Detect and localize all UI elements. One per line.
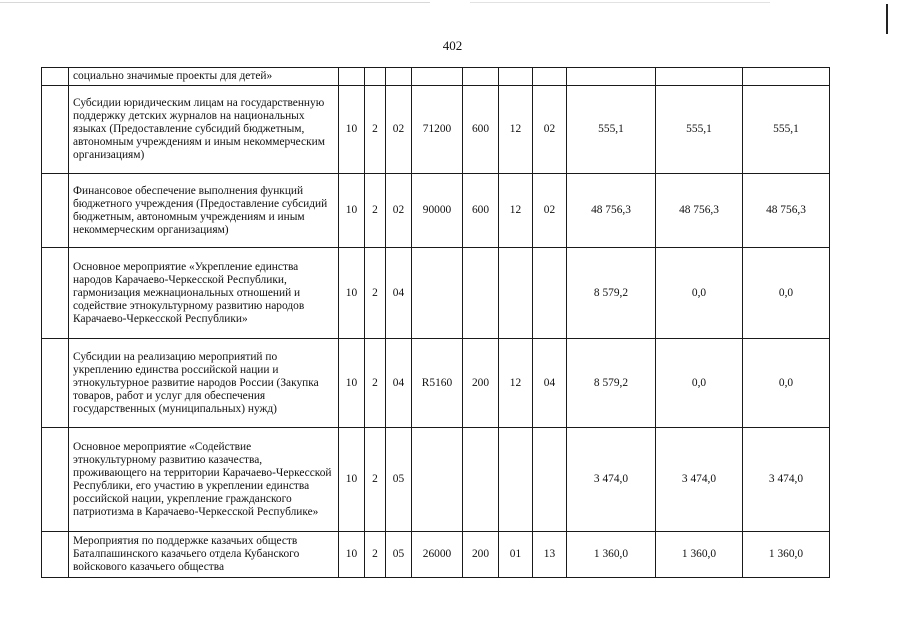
amount-year-2: 48 756,3 xyxy=(656,174,743,248)
amount-year-3 xyxy=(743,68,830,86)
amount-year-2: 3 474,0 xyxy=(656,428,743,532)
code-target: 26000 xyxy=(412,532,463,578)
scan-line xyxy=(470,2,770,3)
amount-year-2: 0,0 xyxy=(656,339,743,428)
budget-table xyxy=(41,67,830,578)
table-body xyxy=(42,68,830,578)
code-target xyxy=(412,68,463,86)
amount-year-1 xyxy=(567,68,656,86)
row-index-cell xyxy=(42,339,69,428)
row-index-cell xyxy=(42,428,69,532)
code-subsection: 2 xyxy=(365,428,386,532)
code-section: 10 xyxy=(339,532,365,578)
code-target: R5160 xyxy=(412,339,463,428)
code-subsection: 2 xyxy=(365,174,386,248)
amount-year-2: 1 360,0 xyxy=(656,532,743,578)
code-target: 90000 xyxy=(412,174,463,248)
page-number: 402 xyxy=(442,38,463,53)
code-subchapter xyxy=(533,248,567,339)
code-chapter: 12 xyxy=(499,86,533,174)
item-name: Мероприятия по поддержке казачьих обществ Баталпашинского казачьего отдела Кубанского войскового казачьего общества xyxy=(69,532,339,578)
code-program: 04 xyxy=(386,339,412,428)
code-chapter: 12 xyxy=(499,174,533,248)
amount-year-3: 3 474,0 xyxy=(743,428,830,532)
amount-year-1: 8 579,2 xyxy=(567,339,656,428)
code-section: 10 xyxy=(339,248,365,339)
code-subchapter xyxy=(533,68,567,86)
item-name: Субсидии на реализацию мероприятий по укреплению единства российской нации и этнокультурное развитие народов России (Закупка товаров, работ и услуг для обеспечения государственных (муниципальных) нужд) xyxy=(69,339,339,428)
amount-year-2: 555,1 xyxy=(656,86,743,174)
scan-mark xyxy=(886,4,888,34)
code-chapter: 12 xyxy=(499,339,533,428)
table-row xyxy=(42,532,830,578)
code-expense-type: 600 xyxy=(463,174,499,248)
code-target xyxy=(412,248,463,339)
code-target xyxy=(412,428,463,532)
code-program: 02 xyxy=(386,86,412,174)
code-section: 10 xyxy=(339,428,365,532)
code-section: 10 xyxy=(339,174,365,248)
code-subchapter xyxy=(533,428,567,532)
item-name: Субсидии юридическим лицам на государственную поддержку детских журналов на национальных языках (Предоставление субсидий бюджетным, автономным учреждениям и иным некоммерческим организациям) xyxy=(69,86,339,174)
row-index-cell xyxy=(42,86,69,174)
code-subsection: 2 xyxy=(365,532,386,578)
code-program: 05 xyxy=(386,532,412,578)
code-subsection: 2 xyxy=(365,86,386,174)
item-name: социально значимые проекты для детей» xyxy=(69,68,339,86)
code-program: 05 xyxy=(386,428,412,532)
amount-year-2: 0,0 xyxy=(656,248,743,339)
code-chapter xyxy=(499,428,533,532)
code-expense-type: 200 xyxy=(463,532,499,578)
code-expense-type xyxy=(463,248,499,339)
code-subsection: 2 xyxy=(365,339,386,428)
amount-year-1: 1 360,0 xyxy=(567,532,656,578)
code-chapter: 01 xyxy=(499,532,533,578)
amount-year-1: 48 756,3 xyxy=(567,174,656,248)
table-row xyxy=(42,428,830,532)
table-row xyxy=(42,86,830,174)
item-name: Финансовое обеспечение выполнения функций бюджетного учреждения (Предоставление субсидий бюджетным, автономным учреждениям и иным некоммерческим организациям) xyxy=(69,174,339,248)
row-index-cell xyxy=(42,532,69,578)
amount-year-3: 48 756,3 xyxy=(743,174,830,248)
code-subsection xyxy=(365,68,386,86)
table-row xyxy=(42,248,830,339)
code-section xyxy=(339,68,365,86)
amount-year-1: 555,1 xyxy=(567,86,656,174)
code-chapter xyxy=(499,248,533,339)
amount-year-1: 8 579,2 xyxy=(567,248,656,339)
code-section: 10 xyxy=(339,86,365,174)
code-program: 04 xyxy=(386,248,412,339)
code-subchapter: 02 xyxy=(533,174,567,248)
code-program xyxy=(386,68,412,86)
table-row xyxy=(42,68,830,86)
code-chapter xyxy=(499,68,533,86)
code-subchapter: 13 xyxy=(533,532,567,578)
amount-year-3: 0,0 xyxy=(743,339,830,428)
code-section: 10 xyxy=(339,339,365,428)
code-expense-type: 200 xyxy=(463,339,499,428)
scan-line xyxy=(0,2,430,3)
item-name: Основное мероприятие «Укрепление единства народов Карачаево-Черкесской Республики, гармонизация межнациональных отношений и содействие этнокультурному развитию народов Карачаево-Черкесской Республики» xyxy=(69,248,339,339)
amount-year-3: 555,1 xyxy=(743,86,830,174)
code-subchapter: 02 xyxy=(533,86,567,174)
table-row xyxy=(42,339,830,428)
code-expense-type xyxy=(463,428,499,532)
scan-edge xyxy=(0,0,905,6)
row-index-cell xyxy=(42,174,69,248)
row-index-cell xyxy=(42,68,69,86)
code-target: 71200 xyxy=(412,86,463,174)
item-name: Основное мероприятие «Содействие этнокультурному развитию казачества, проживающего на территории Карачаево-Черкесской Республики, его участию в укреплении единства российской нации, укрепление гражданского патриотизма в Карачаево-Черкесской Республике» xyxy=(69,428,339,532)
table-row xyxy=(42,174,830,248)
code-expense-type: 600 xyxy=(463,86,499,174)
amount-year-2 xyxy=(656,68,743,86)
amount-year-3: 1 360,0 xyxy=(743,532,830,578)
amount-year-3: 0,0 xyxy=(743,248,830,339)
code-expense-type xyxy=(463,68,499,86)
row-index-cell xyxy=(42,248,69,339)
amount-year-1: 3 474,0 xyxy=(567,428,656,532)
code-subchapter: 04 xyxy=(533,339,567,428)
code-subsection: 2 xyxy=(365,248,386,339)
code-program: 02 xyxy=(386,174,412,248)
